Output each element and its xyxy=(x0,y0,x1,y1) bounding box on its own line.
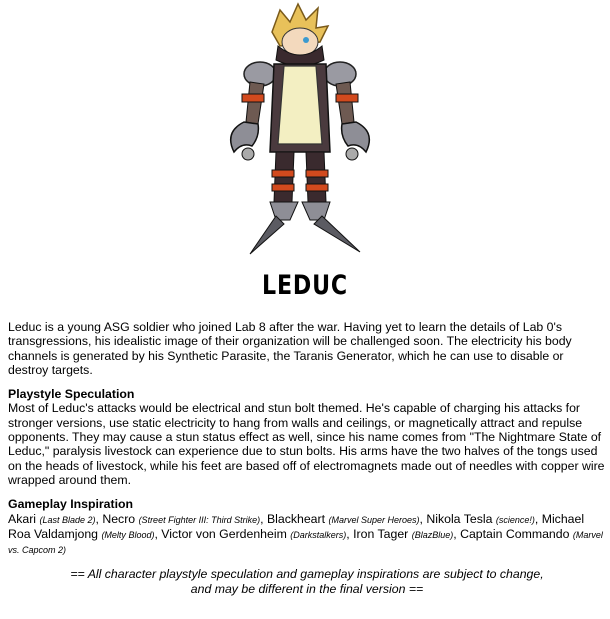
inspiration-source: (Melty Blood) xyxy=(101,529,155,540)
inspiration-name: Akari xyxy=(8,511,37,526)
content-area xyxy=(8,320,606,596)
inspiration-name: Blackheart xyxy=(266,511,326,526)
inspiration-source: (Street Fighter III: Third Strike) xyxy=(138,514,261,525)
playstyle-section xyxy=(8,387,606,487)
character-description: Leduc is a young ASG soldier who joined Lab 8 after the war. Having yet to learn the details of Lab 0's transgressions, his idealistic image of their organization will be challenged soon. The electricity his body channels is generated by his Synthetic Parasite, the Taranis Generator, which he can use to disable or destroy targets. xyxy=(8,320,572,377)
playstyle-text: Most of Leduc's attacks would be electrical and stun bolt themed. He's capable of charging his attacks for stronger versions, use static electricity to hang from walls and ceilings, or magnetically attract and repulse opponents. They may cause a stun status effect as well, since his name comes from "The Nightmare State of Leduc," paralysis livestock can experience due to stun bolts. His arms have the two halves of the tongs used on the heads of livestock, while his feet are based off of electromagnets made out of needles with copper wire wrapped around them. xyxy=(8,401,605,487)
inspiration-source: (science!) xyxy=(495,514,535,525)
inspiration-name: Captain Commando xyxy=(460,526,570,541)
inspiration-separator: , xyxy=(95,511,103,526)
disclaimer xyxy=(8,567,606,596)
inspiration-separator: , xyxy=(534,511,542,526)
inspiration-separator: , xyxy=(346,526,354,541)
disclaimer-line-1: == All character playstyle speculation and gameplay inspirations are subject to change, xyxy=(70,567,544,582)
playstyle-heading: Playstyle Speculation xyxy=(8,387,135,402)
inspiration-name: Nikola Tesla xyxy=(426,511,493,526)
inspiration-source: (BlazBlue) xyxy=(411,529,454,540)
inspiration-name: Victor von Gerdenheim xyxy=(161,526,287,541)
inspiration-name: Necro xyxy=(102,511,136,526)
inspiration-source: (Marvel vs. Capcom 2) xyxy=(8,529,603,556)
character-name: LEDUC xyxy=(262,270,348,301)
inspiration-source: (Marvel Super Heroes) xyxy=(328,514,420,525)
inspiration-source: (Last Blade 2) xyxy=(39,514,96,525)
disclaimer-line-2: and may be different in the final version == xyxy=(190,581,424,596)
inspiration-heading: Gameplay Inspiration xyxy=(8,497,134,512)
inspiration-source: (Darkstalkers) xyxy=(290,529,347,540)
leduc-portrait-illustration xyxy=(210,2,390,262)
inspiration-section xyxy=(8,497,606,557)
inspiration-separator: , xyxy=(419,511,427,526)
inspiration-separator: , xyxy=(453,526,461,541)
inspiration-name: Iron Tager xyxy=(353,526,409,541)
inspiration-list xyxy=(8,512,606,558)
inspiration-separator: , xyxy=(154,526,162,541)
inspiration-name: Michael Roa Valdamjong xyxy=(8,511,585,541)
inspiration-separator: , xyxy=(260,511,267,526)
